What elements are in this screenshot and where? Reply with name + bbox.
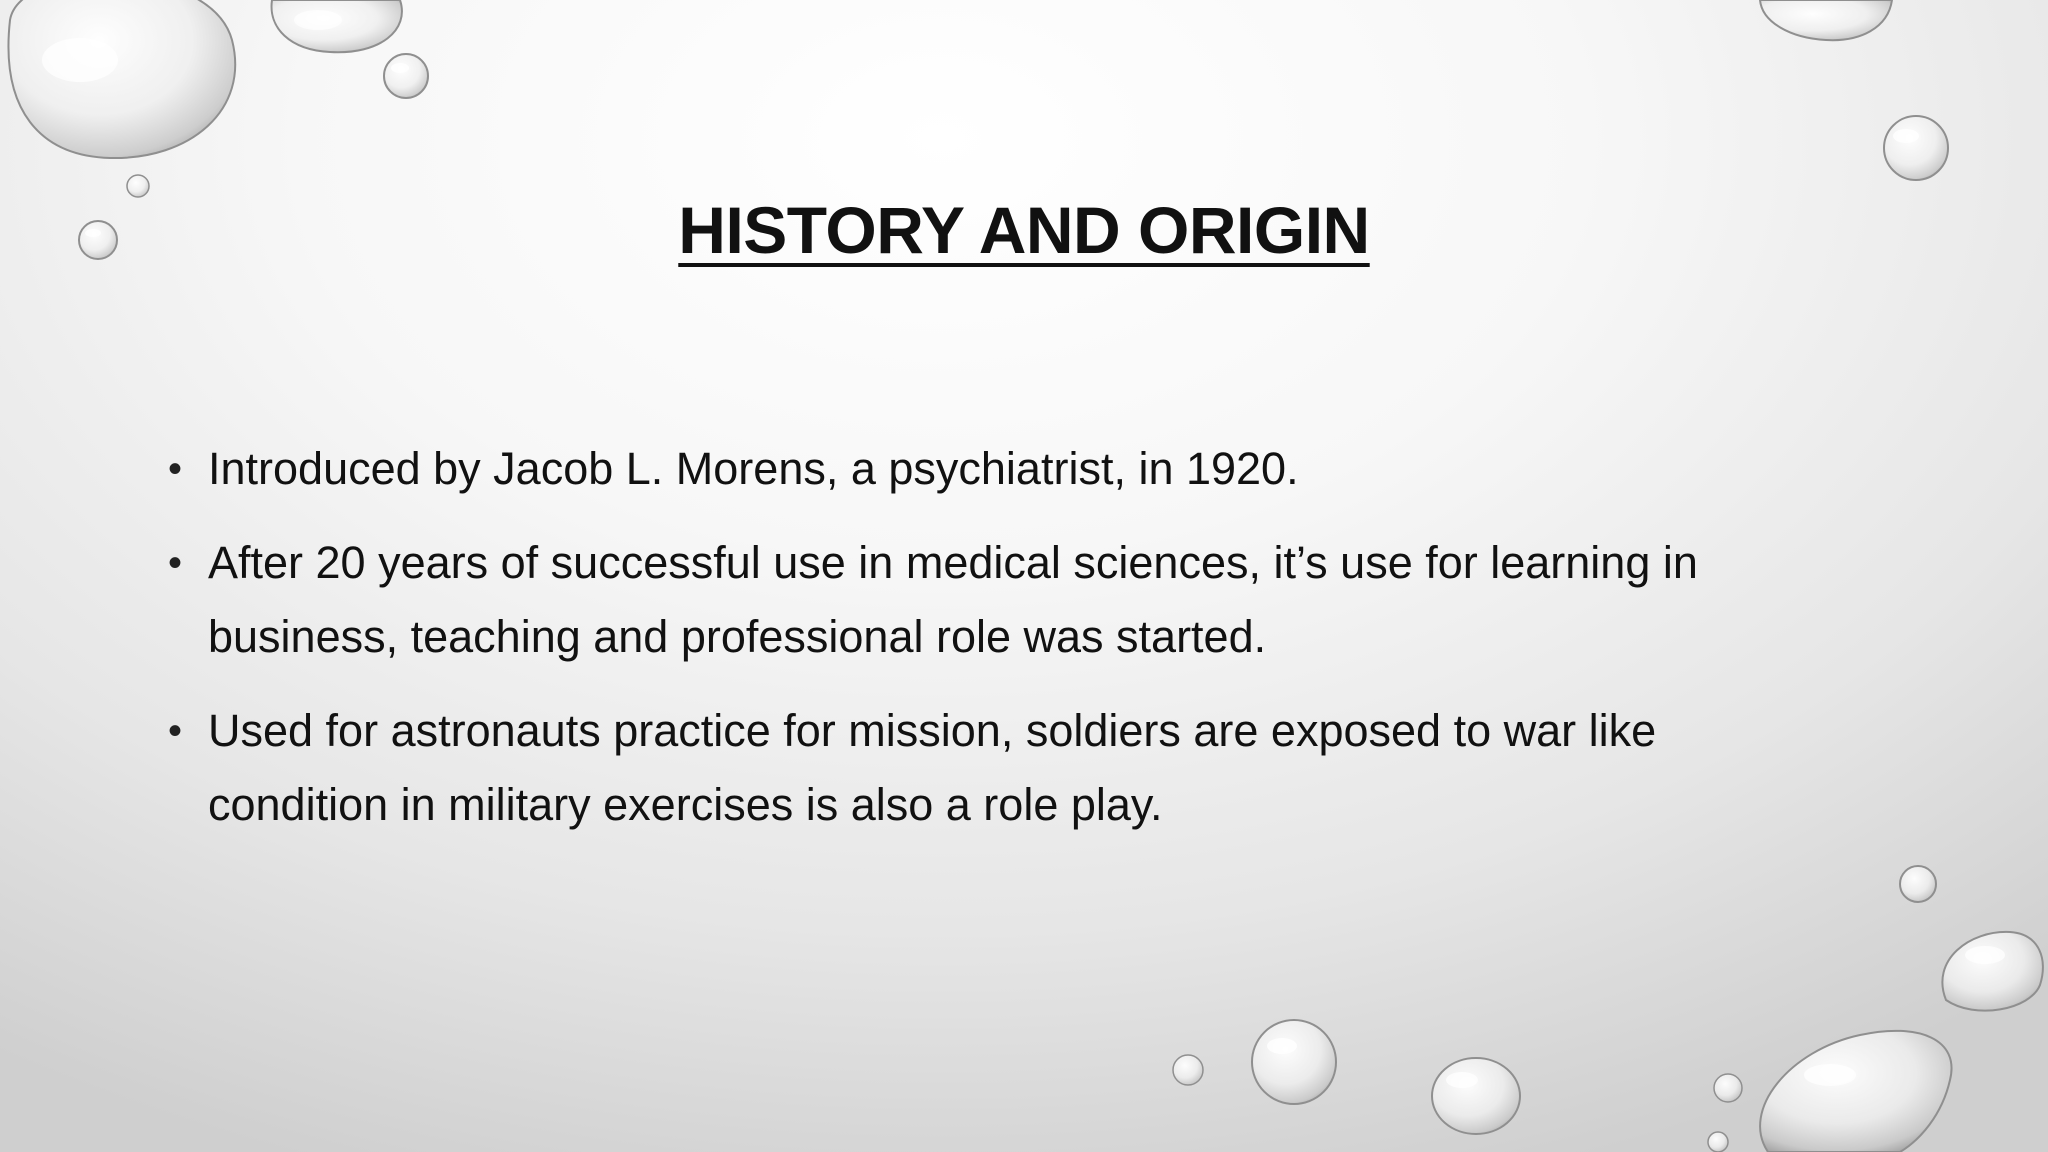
droplet bbox=[1760, 1031, 1951, 1152]
droplet bbox=[1708, 1132, 1728, 1152]
droplet bbox=[1432, 1058, 1520, 1134]
droplet bbox=[8, 0, 235, 158]
droplet bbox=[272, 0, 402, 52]
slide-title: HISTORY AND ORIGIN bbox=[678, 193, 1370, 267]
droplet bbox=[1252, 1020, 1336, 1104]
droplet bbox=[1173, 1055, 1203, 1085]
bullet-text: Introduced by Jacob L. Morens, a psychiatrist, in 1920. bbox=[208, 443, 1299, 494]
droplet bbox=[1900, 866, 1936, 902]
bullet-item bbox=[168, 432, 1788, 506]
bullet-item bbox=[168, 694, 1788, 842]
bullet-item bbox=[168, 526, 1788, 674]
droplet bbox=[1942, 932, 2043, 1011]
droplet bbox=[1760, 0, 1892, 40]
droplet bbox=[1714, 1074, 1742, 1102]
bullet-glyph: • bbox=[168, 541, 183, 585]
bullet-text: After 20 years of successful use in medical sciences, it’s use for learning in business, teaching and professional role was started. bbox=[208, 537, 1698, 662]
bullet-glyph: • bbox=[168, 709, 183, 753]
bullet-glyph: • bbox=[168, 447, 183, 491]
droplet bbox=[384, 54, 428, 98]
bullet-text: Used for astronauts practice for mission, soldiers are exposed to war like condition in military exercises is also a role play. bbox=[208, 705, 1657, 830]
bullet-list bbox=[168, 432, 1788, 862]
droplet bbox=[1884, 116, 1948, 180]
